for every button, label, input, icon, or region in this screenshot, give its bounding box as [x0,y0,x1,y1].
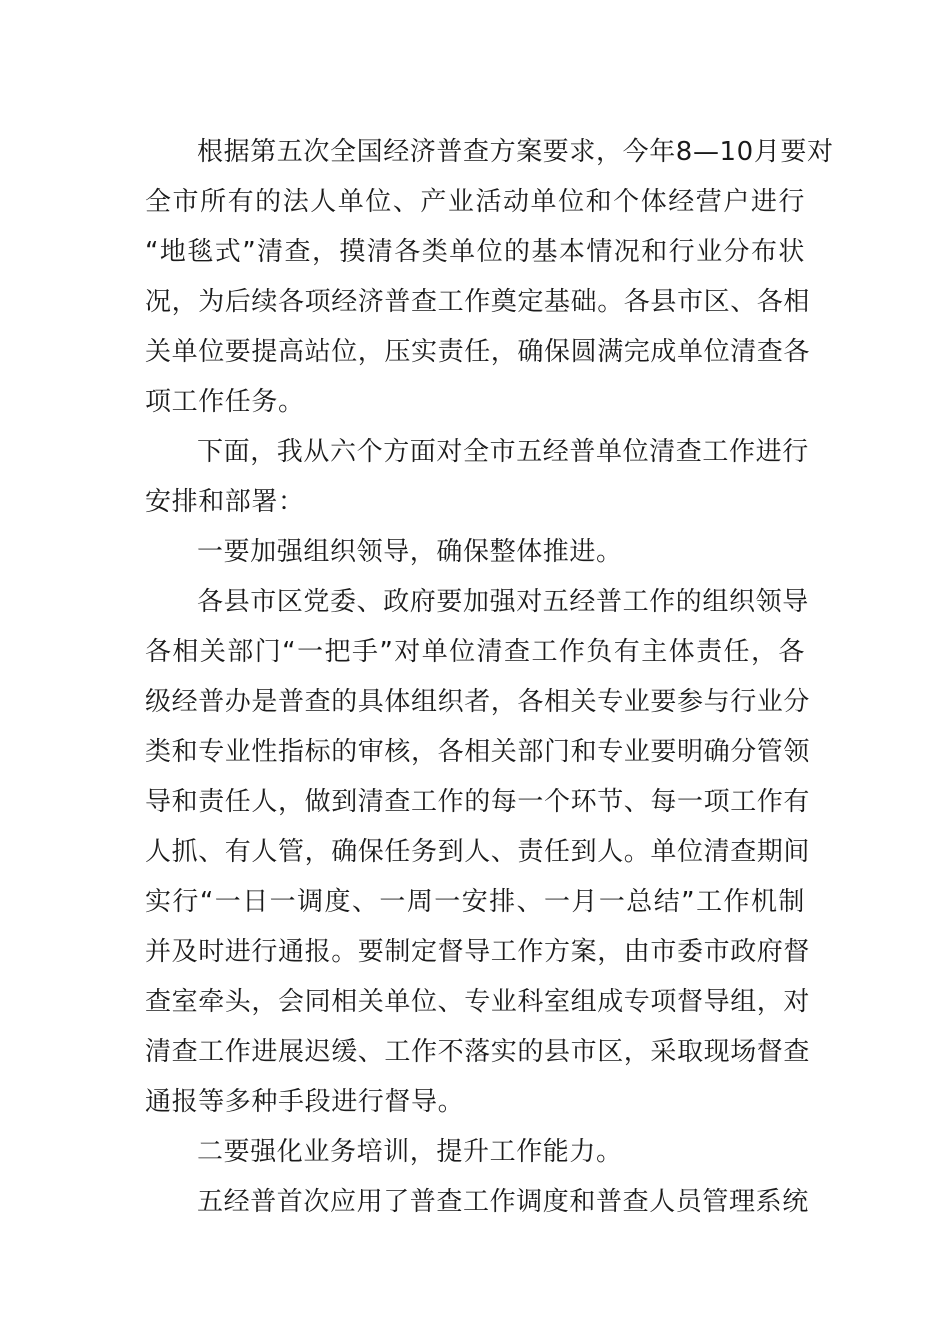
para3-line6: 人抓、有人管，确保任务到人、责任到人。单位清查期间 [145,837,811,867]
para3-line2: 各相关部门“一把手”对单位清查工作负有主体责任，各 [145,637,805,667]
document-body [145,127,834,1227]
para1-line3: “地毯式”清查，摸清各类单位的基本情况和行业分布状 [145,237,805,267]
para2-line1: 下面，我从六个方面对全市五经普单位清查工作进行 [197,437,809,467]
para1-line5: 关单位要提高站位，压实责任，确保圆满完成单位清查各 [145,337,811,367]
para3-line3: 级经普办是普查的具体组织者，各相关专业要参与行业分 [145,687,811,717]
para4-line1: 五经普首次应用了普查工作调度和普查人员管理系统 [197,1187,809,1217]
section-heading-2: 二要强化业务培训，提升工作能力。 [197,1137,623,1167]
para1-line4: 况，为后续各项经济普查工作奠定基础。各县市区、各相 [145,287,811,317]
para1-line1: 根据第五次全国经济普查方案要求，今年8—10月要对 [197,137,834,167]
para3-line10: 清查工作进展迟缓、工作不落实的县市区，采取现场督查 [145,1037,811,1067]
section-heading-1: 一要加强组织领导，确保整体推进。 [197,537,623,567]
para3-line4: 类和专业性指标的审核，各相关部门和专业要明确分管领 [145,737,811,767]
para3-line1: 各县市区党委、政府要加强对五经普工作的组织领导 [197,587,809,617]
para3-line11: 通报等多种手段进行督导。 [145,1087,465,1117]
para3-line9: 查室牵头，会同相关单位、专业科室组成专项督导组，对 [145,987,811,1017]
para1-line6: 项工作任务。 [145,387,305,417]
para2-line2: 安排和部署： [145,487,305,517]
para3-line8: 并及时进行通报。要制定督导工作方案，由市委市政府督 [145,937,811,967]
para3-line7: 实行“一日一调度、一周一安排、一月一总结”工作机制 [145,887,805,917]
para3-line5: 导和责任人，做到清查工作的每一个环节、每一项工作有 [145,787,811,817]
para1-line2: 全市所有的法人单位、产业活动单位和个体经营户进行 [145,187,805,217]
